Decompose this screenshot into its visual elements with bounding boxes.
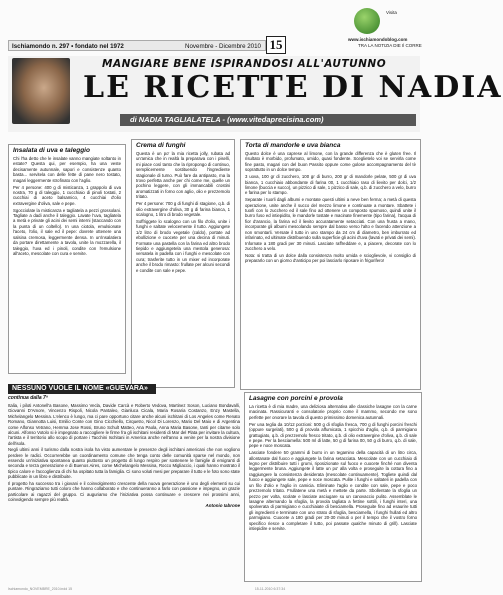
recipe-title: Insalata di uva e taleggio (13, 147, 90, 154)
banner-title: LE RICETTE DI NADIA (83, 70, 503, 105)
article-banner (8, 56, 503, 132)
blog-logo[interactable] (346, 6, 420, 52)
recipe-ingredients: Per 4 persone: 700 g di funghi di stagione, q.b. di olio extravergine d'oliva, 30 g di farina bianca, 1 scalogno, 1 litro di brodo vegetale. (136, 201, 230, 217)
recipe-title: Lasagne con porcini e provola (249, 395, 343, 402)
guevara-article (8, 384, 240, 586)
article-signature: Antonio Iabrone (205, 503, 240, 509)
guevara-heading: NESSUNO VUOLE IL NOME «GUEVARA» (8, 384, 156, 394)
article-paragraph: Negli ultimi anni il turismo dalla nostra isola ha visto aumentare le presenze degli ischitani americani che non vogliono perdere le radici. Occorrerebbe un coordinamento comune che tenga conto delle comunità sparse nel mondo, non essendo un'iniziativa spontanea quanto piuttosto un progetto di lungo respiro per sostenere le famiglie di emigranti di seconda e terza generazione e di Buenos Aires, come Michelangelo Messina, Rocco Migliaccio, i quali hanno mostrato il tipico calore e l'accoglienza di chi ha ospitato tutta la famiglia. Ci sono voluti mesi per preparare il tutto e le foto sono state pubblicate in un libro e distribuite. (8, 447, 240, 480)
recipe-title: Crema di funghi (136, 142, 186, 149)
recipe-paragraph: Sgocciolate la misticanza e tagliatela a pezzi grossolani. Tagliate a dadi anche il taleggio. Lavate l'uva, tagliatela a metà e private gli acini dei semi interni (staccando con la punta di un coltello). In una ciotola, emulsionate l'aceto, l'olio, il sale ed il pepe: dovrete ottenere una salsina cremosa, leggermente densa. In un'insalatiera da portare direttamente a tavola, unite la mozzarella, il taleggio, l'uva ed i pinoli, condite con l'emulsione all'aceto, mescolate con cura e servite. (13, 207, 121, 256)
recipe-paragraph: Soffriggete lo scalogno con un filo d'olio, unite i funghi e saltate velocemente il tutto. Aggiungete 1/2 litro di brodo vegetale (caldo), portate ad ebollizione e cuocete per una decina di minuti. Formate una pastella con la farina ed altro brodo tiepido e aggiungetela una mestola generosa: versatela in padella con i funghi e mescolate con cura; trasferite tutto in un mixer ed incorporate anche il brodo rimasto: frullate per alcuni secondi e condite con sale e pepe. (136, 218, 230, 273)
recipe-paragraph: Questo dolce è una caprese al limone, con la grande differenza che è gluten free. Il risultato è morbido, profumato, umido, quasi fondente. Sceglietelo voi se servirla come fine pasto, magari con del buon Passito oppure come golose accompagnamento del tè soprattutto in un dolce tempo. (245, 151, 416, 173)
logo-visit: Visita (386, 10, 397, 15)
article-paragraph: Il progetto ha successo tra i giovani e il coinvolgimento crescente della nuova generazione è uno degli elementi su cui puntare. Ringraziamo tutti coloro che hanno collaborato e che continueranno a farlo con passione e impegno, un grazie particolare ai ragazzi del gruppo. Ci auguriamo che l'iniziativa possa continuare e crescere nei prossimi anni, coinvolgendo sempre più realtà. (8, 480, 240, 502)
recipe-title: Torta di mandorle e uva bianca (245, 142, 341, 149)
recipe-ingredients: 3 uova, 100 gr di zucchero, 100 gr di burro, 200 gr di mandorle pelate, 500 gr di uva bianca, 1 cucchiaio abbondante di farina 00, 1 cucchiaio raso di lievito per dolci, 1/2 limone (buccia e succo), un pizzico di sale, 1 pizzico di sale, q.b. di zucchero a velo, burro e farina per lo stampo. (245, 174, 416, 196)
print-file: Ischiamondo_NOVEMBRE_2010.indd 15 (8, 587, 73, 591)
recipe-paragraph: Chi l'ha detto che le insalate vanno mangiate soltanto in estate? Questa qui, per esempio, ha una veste decisamente autunnale, sapori e consistenze quanto basta... servitela con delle fette di pane nero tostato, magari leggermente strofinato con l'aglio. (13, 156, 121, 183)
recipe-crema (131, 139, 235, 388)
logo-tagline: TRA LA NOTIZIA DIE Il CORRE (358, 43, 422, 48)
recipe-note: Nota: si tratta di un dolce dalla consistenza molto umida e scioglievole, vi consiglio di prepararlo con un giorno d'anticipo per poi lasciarlo riposare in frigorifero! (245, 252, 416, 264)
issue-info: Ischiamondo n. 297 • fondato nel 1972 (12, 43, 124, 50)
recipe-paragraph: Lasciate fondere 50 grammi di burro in un tegamino della capacità di un litro circa, allontanate dal fuoco e aggiungete la farina setacciata. Mescolate con un cucchiaio di legno per distribuire tutti i grumi, riposizionate sul fuoco e cuocete finché non diventa leggermente bruna. Aggiungete il latte un po' alla volta e proseguite la cottura fino a raggiungere la consistenza desiderata (mescolate continuamente). Togliete quindi dal fuoco e aggiungete sale, pepe e noce moscata. Pulite i funghi e saltateli in padella con un filo d'olio e l'aglio in camicia. Eliminate l'aglio e condite con sale, pepe e poco prezzemolo tritato. Frullatene una metà e mettete da parte. Sbollentate la sfoglia un pezzo per volta, scolate e lasciate asciugare su un canovaccio pulito. Assemblate le lasagne alternando la sfoglia, la provola tagliata a fettine sottili, i funghi interi, una spolverata di parmigiano e cucchiaiate di besciamella. Proseguite fino ad esaurire tutti gli ingredienti e terminate con uno strato di sfoglia, besciamella, i funghi frullati ed altro parmigiano. Cuocete a 180 gradi per 20-30 minuti o per il tempo che il vostro forno specifico riesce a completare il tutto, poi passate qualche minuto di grill). Lasciate intiepidire e servite. (249, 450, 417, 531)
recipe-lasagne (244, 392, 422, 582)
print-stamp: 15-11-2010 6:37:34 (254, 587, 286, 591)
recipe-paragraph: Separate i tuorli dagli albumi e montate questi ultimi a neve ben ferma; a metà di questa operazione, unite anche il succo del mezzo limone e continuate a montare. Sbattete i tuorli con lo zucchero ed il sale fino ad ottenere un composto spumoso, quindi unite il burro fuso ed intiepidito, le mandorle tostate e macinate finemente (tipo farina), l'acqua di fior d'arancio, la farina ed il lievito accuratamente setacciati. Con una frusta a mano, incorporate gli albumi mescolando sempre dal basso verso l'alto e facendo attenzione a non smontarli. Versate il tutto in uno stampo da 24 cm di diametro, ben imburrato ed infarinato, ed ultimate distribuendo sulla superficie gli acini d'uva (lavati e privati dei semi). Infornate a 180 gradi per 30 minuti. Lasciate raffreddare e, a piacere, decorate con lo zucchero a velo. (245, 197, 416, 251)
recipe-torta (240, 139, 421, 390)
banner-subtitle: MANGIARE BENE ISPIRANDOSI ALL'AUTUNNO (102, 58, 387, 70)
article-paragraph: Italia, i piloti Antonell'a Basone, Massimo Vecla, Davide Carcà e Roberto Vedova, Martinez Soson, Luciano Bondavalli, Giovanni D'Amore, Vincenzo Rispoli, Nicola Pantaleo, Gianluca Cicala, Maria Rosaria Costanzo, Enzy Mastella, Michelangelo Messina. L'elenco è lungo, ma ci pare opportuno citare anche alcuni ischitani di Los Angeles come Renato Romano, Giannotta Luisi, Emilio Conte con Gino Cicchiello, Cirquetro, Nicol Di Lorenzo, Mario Del Maio e di Argentina come Alfonso Vetrano, Hemma Jose Rossi, Bruno Schult Matteo, Ana Paola, Anna Maria Basone, tanti per citarne solo alcuni. Alfonso Votolo si è impegnato a raccogliere le firme fra gli ischitani residenti di Mar del Plata per invitare la cultura, l'artista e il territorio allo scopo di portare i Tacchini Ischitani in America anche nell'anno a venire per la nostra divisione dell'isola. (8, 403, 240, 446)
recipe-insalata (8, 144, 126, 374)
issue-strip (8, 40, 266, 51)
recipe-ingredients: Per 4 persone: 400 g di misticanza, 1 grappolo di uva nostra, 70 g di taleggio, 1 cucchiaio di pinoli tostati, 2 cucchiai di aceto balsamico, 4 cucchiai d'olio extravergine d'oliva, sale e pepe. (13, 184, 121, 206)
print-footer (8, 587, 285, 591)
globe-icon (354, 8, 380, 34)
logo-url[interactable]: www.ischiamondoblog.com (348, 37, 408, 42)
page-number: 15 (266, 36, 286, 54)
recipe-ingredients: Per una teglia da 10/12 porzioni: 500 g di sfoglia fresca, 700 g di funghi porcini freschi (oppure surgelati), 500 g di provola affumicata, 1 spicchio d'aglio, q.b. di parmigiano grattugiato, q.b. di prezzemolo fresco tritato, q.b. di olio extravergine d'oliva, q.b. di sale e pepe. Per la besciamella: 500 ml di latte, 50 g di farina 00, 50 g di burro, q.b. di sale, pepe e noce moscata. (249, 421, 417, 449)
banner-byline: di NADIA TAGLIALATELA - (www.vitedaprecisina.com) (120, 114, 416, 126)
issue-date: Novembre - Dicembre 2010 (185, 43, 261, 50)
recipe-paragraph: Questa è un po' la mia ricetta jolly, rubata ad un'amica che in realtà la preparava con i piselli, mi piace così tanto che la ripropongo di continuo, semplicemente sostituendo l'ingrediente stagionale di turno. Può fare da antipasto, ma la trovo perfetta anche per chi come me, quelle un pochino leggere, con gli immancabili crostini aromatizzati in forno con aglio, olio e prezzemolo tritato. (136, 151, 230, 200)
guevara-continued: continua dalla 7ª (8, 395, 48, 401)
author-photo (12, 58, 70, 124)
recipe-paragraph: La ricetta è di mia madre, una deliziosa alternativa alle classiche lasagne con la carne macinata. Rassicuranti e consolatorie proprio come il mammo, secondo me sono perfette per onorare la tavola di questo primissimo domenica autunnali. (249, 404, 417, 420)
